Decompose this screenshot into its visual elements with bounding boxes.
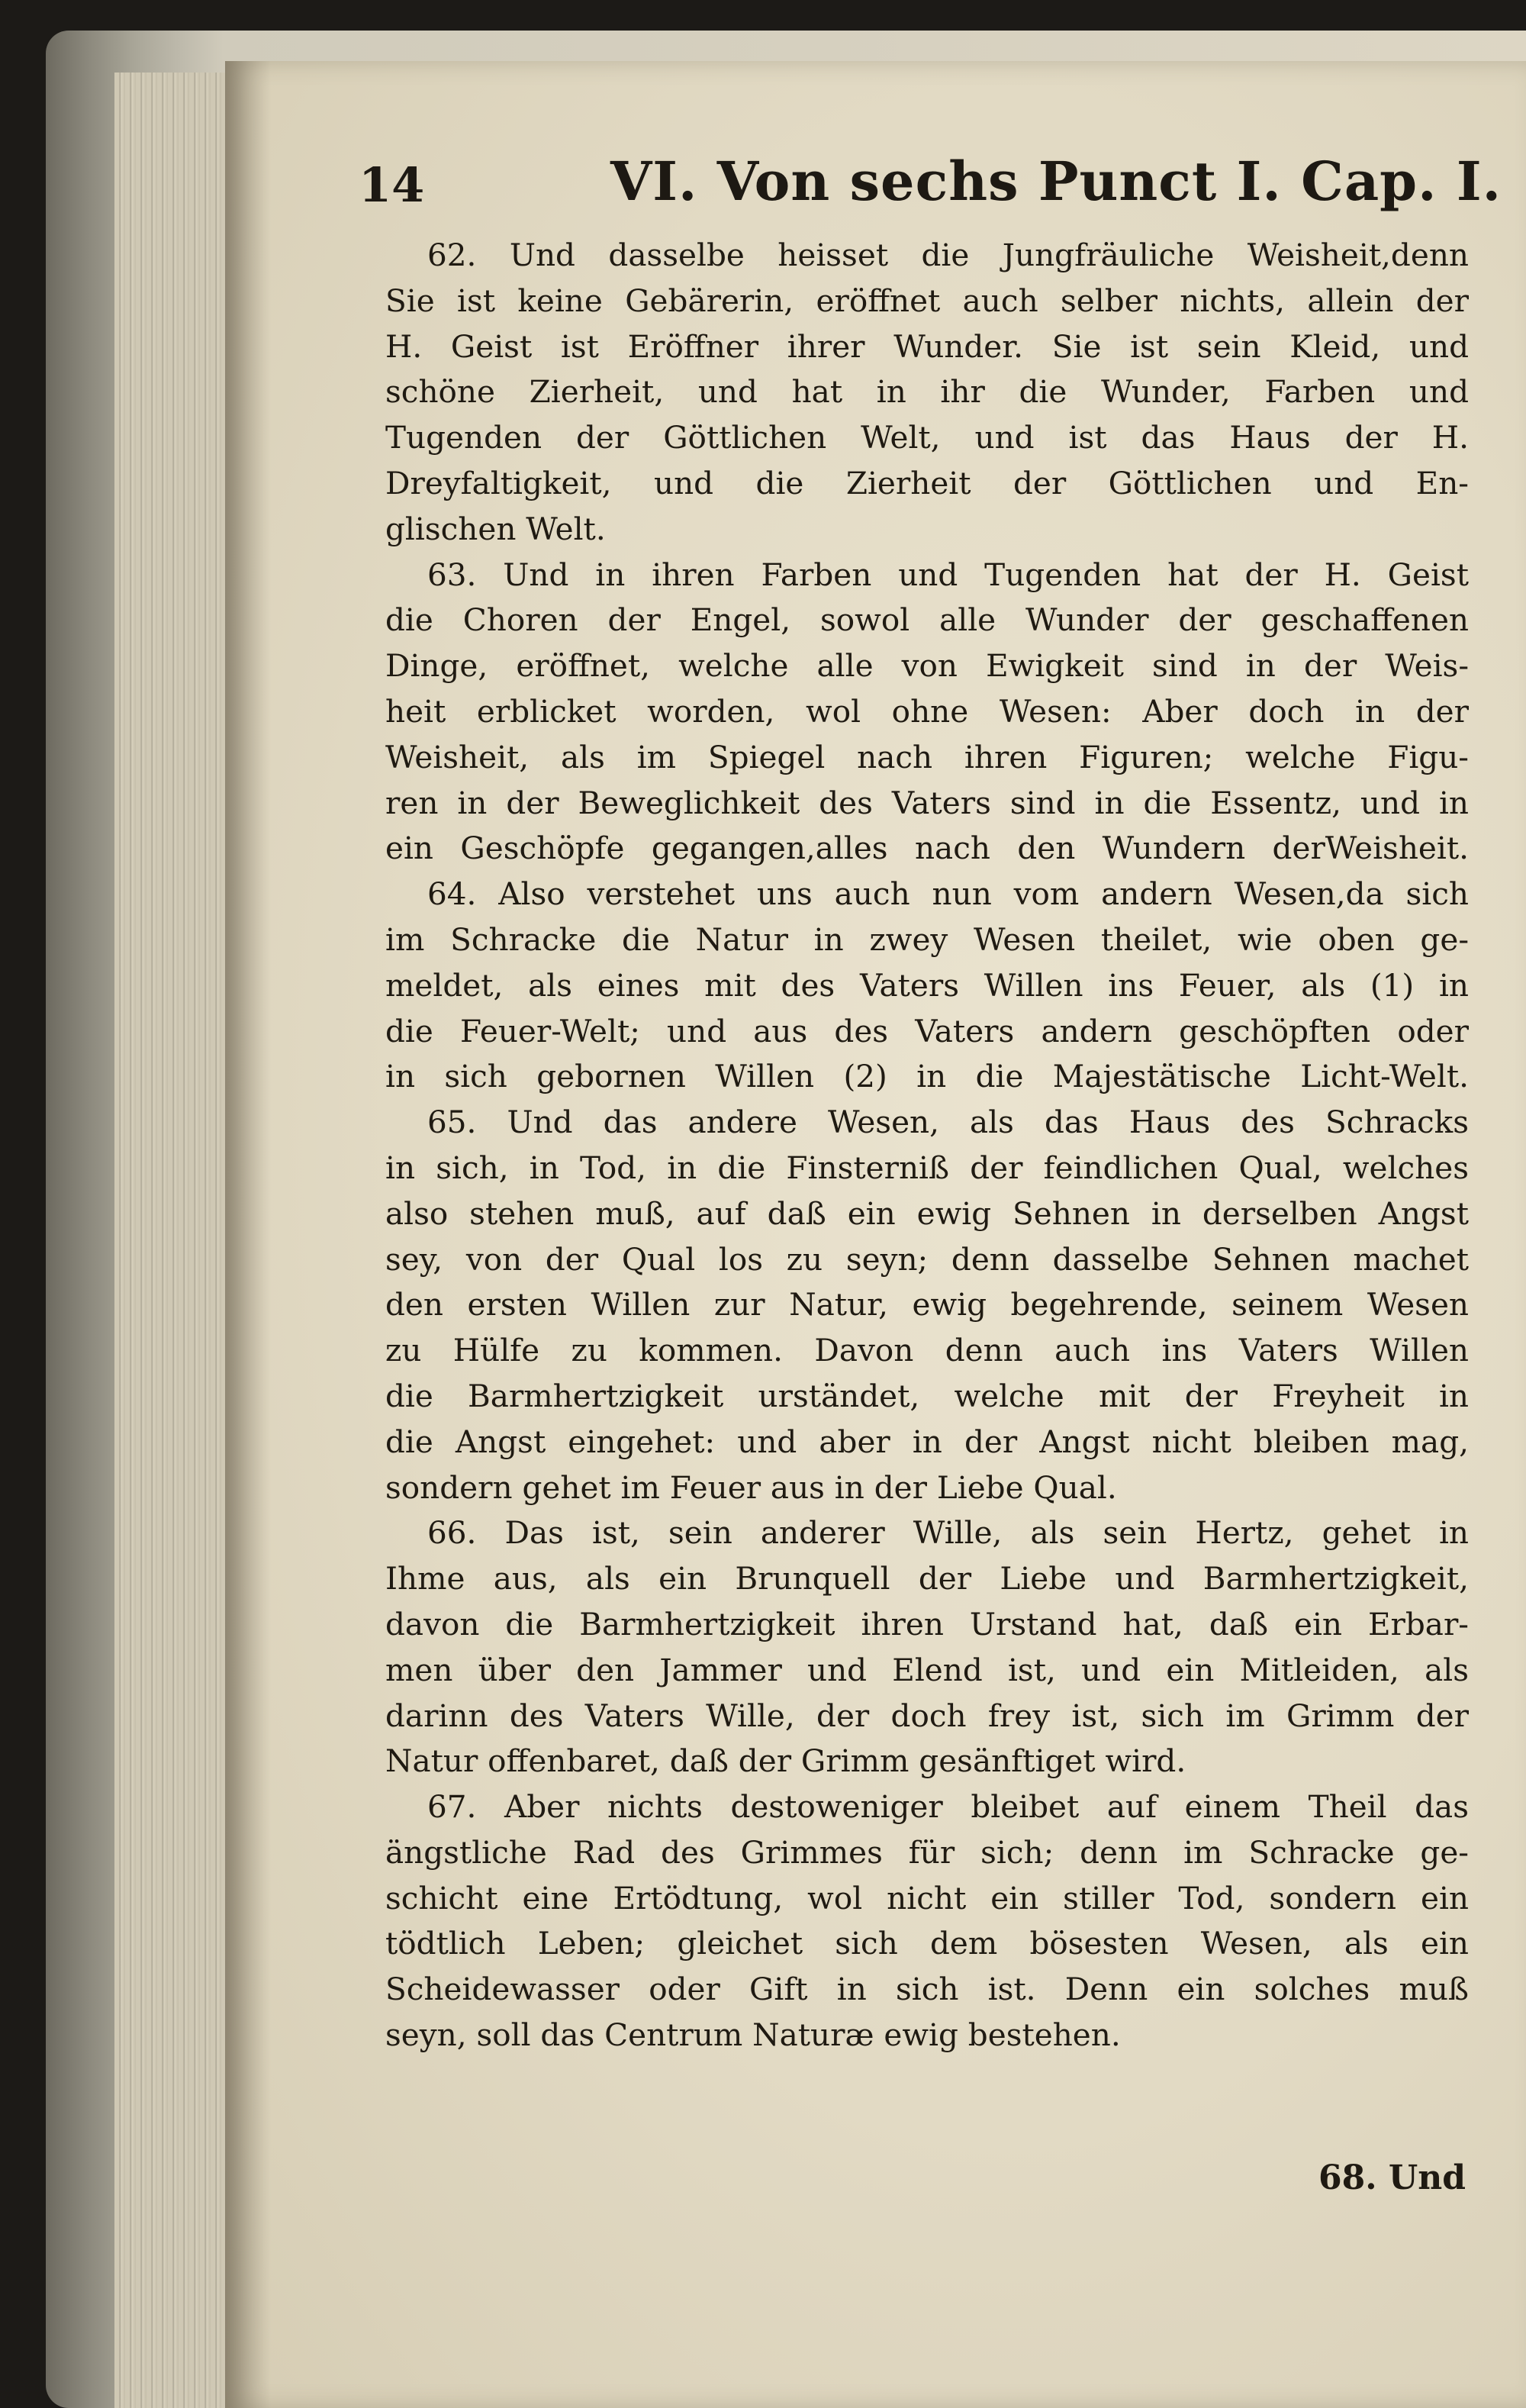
- text-line-33: darinn des Vaters Wille, der doch frey ist, sich im Grimm der: [385, 1697, 1469, 1734]
- text-line-21: in sich, in Tod, in die Finsterniß der feindlichen Qual, welches: [385, 1149, 1469, 1186]
- text-line-19: in sich gebornen Willen (2) in die Majestätische Licht-Welt.: [385, 1058, 1469, 1095]
- text-line-29: 66. Das ist, sein anderer Wille, als sein Hertz, gehet in: [427, 1514, 1469, 1552]
- text-line-36: ängstliche Rad des Grimmes für sich; denn im Schracke ge-: [385, 1833, 1469, 1871]
- text-line-37: schicht eine Ertödtung, wol nicht ein stiller Tod, sondern ein: [385, 1879, 1469, 1916]
- text-line-6: Dreyfaltigkeit, und die Zierheit der Göttlichen und En-: [385, 464, 1469, 501]
- page-header: [359, 150, 1502, 226]
- text-line-38: tödtlich Leben; gleichet sich dem bösesten Wesen, als ein: [385, 1925, 1469, 1962]
- gutter-shadow: [225, 61, 271, 2408]
- text-line-3: H. Geist ist Eröffner ihrer Wunder. Sie ist sein Kleid, und: [385, 327, 1469, 365]
- page-number: 14: [359, 157, 425, 213]
- text-line-26: die Barmhertzigkeit urständet, welche mit der Freyheit in: [385, 1377, 1469, 1414]
- text-line-13: ren in der Beweglichkeit des Vaters sind in die Essentz, und in: [385, 784, 1469, 821]
- running-title: VI. Von sechs Punct I. Cap. I.: [610, 150, 1502, 213]
- text-line-4: schöne Zierheit, und hat in ihr die Wunder, Farben und: [385, 373, 1469, 411]
- text-line-1: 62. Und dasselbe heisset die Jungfräuliche Weisheit,denn: [427, 237, 1469, 273]
- text-line-34: Natur offenbaret, daß der Grimm gesänftiget wird.: [385, 1742, 1186, 1780]
- text-line-8: 63. Und in ihren Farben und Tugenden hat der H. Geist: [427, 556, 1469, 593]
- page-stack-edges: [114, 73, 237, 2408]
- text-line-12: Weisheit, als im Spiegel nach ihren Figuren; welche Figu-: [385, 738, 1469, 775]
- text-line-31: davon die Barmhertzigkeit ihren Urstand hat, daß ein Erbar-: [385, 1605, 1469, 1642]
- text-line-28: sondern gehet im Feuer aus in der Liebe Qual.: [385, 1468, 1117, 1506]
- text-line-35: 67. Aber nichts destoweniger bleibet auf einem Theil das: [427, 1788, 1469, 1826]
- text-line-16: im Schracke die Natur in zwey Wesen theilet, wie oben ge-: [385, 920, 1469, 958]
- text-line-24: den ersten Willen zur Natur, ewig begehrende, seinem Wesen: [385, 1286, 1469, 1323]
- text-line-17: meldet, als eines mit des Vaters Willen ins Feuer, als (1) in: [385, 966, 1469, 1004]
- body-text: [385, 233, 1469, 2058]
- catchword: 68. Und: [1318, 2158, 1466, 2197]
- text-line-7: glischen Welt.: [385, 510, 606, 547]
- text-line-30: Ihme aus, als ein Brunquell der Liebe und Barmhertzigkeit,: [385, 1560, 1469, 1597]
- text-line-18: die Feuer-Welt; und aus des Vaters andern geschöpften oder: [385, 1012, 1469, 1049]
- text-line-20: 65. Und das andere Wesen, als das Haus des Schracks: [427, 1104, 1469, 1141]
- text-line-22: also stehen muß, auf daß ein ewig Sehnen in derselben Angst: [385, 1194, 1469, 1232]
- text-line-2: Sie ist keine Gebärerin, eröffnet auch selber nichts, allein der: [385, 282, 1469, 319]
- text-line-25: zu Hülfe zu kommen. Davon denn auch ins Vaters Willen: [385, 1332, 1469, 1369]
- text-line-11: heit erblicket worden, wol ohne Wesen: Aber doch in der: [385, 692, 1469, 730]
- text-line-23: sey, von der Qual los zu seyn; denn dasselbe Sehnen machet: [385, 1240, 1469, 1278]
- text-line-39: Scheidewasser oder Gift in sich ist. Denn ein solches muß: [385, 1971, 1469, 2008]
- text-line-27: die Angst eingehet: und aber in der Angst nicht bleiben mag,: [385, 1423, 1469, 1460]
- text-line-10: Dinge, eröffnet, welche alle von Ewigkeit sind in der Weis-: [385, 647, 1469, 685]
- text-line-9: die Choren der Engel, sowol alle Wunder der geschaffenen: [385, 601, 1469, 639]
- text-line-40: seyn, soll das Centrum Naturæ ewig bestehen.: [385, 2016, 1121, 2054]
- text-line-5: Tugenden der Göttlichen Welt, und ist das Haus der H.: [385, 419, 1469, 456]
- text-line-32: men über den Jammer und Elend ist, und ein Mitleiden, als: [385, 1651, 1469, 1688]
- text-line-14: ein Geschöpfe gegangen,alles nach den Wundern derWeisheit.: [385, 830, 1469, 867]
- text-line-15: 64. Also verstehet uns auch nun vom andern Wesen,da sich: [427, 875, 1469, 913]
